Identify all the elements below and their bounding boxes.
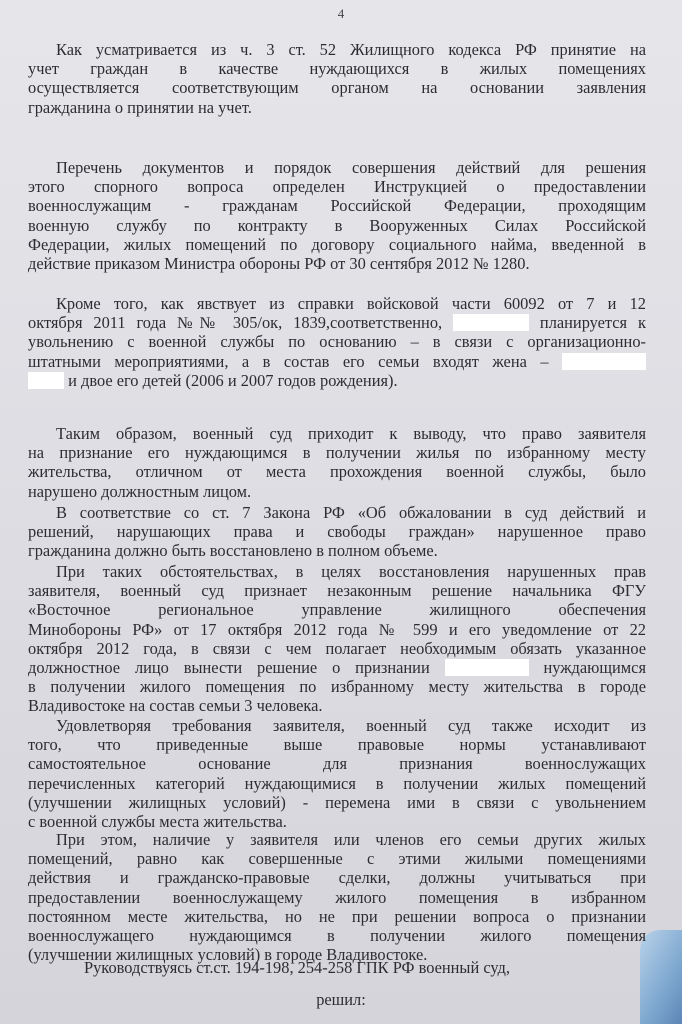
paragraph-4 bbox=[28, 424, 646, 501]
text-line: нарушено должностным лицом. bbox=[28, 481, 252, 501]
redaction-box bbox=[445, 659, 529, 676]
text-line: Как усматривается из ч. 3 ст. 52 Жилищного кодекса РФ принятие на bbox=[56, 40, 646, 59]
text-line: При таких обстоятельствах, в целях восстановления нарушенных прав bbox=[56, 562, 646, 581]
text-line: Федерации, жилых помещений по договору социального найма, введенной в bbox=[28, 234, 646, 254]
text-line: Таким образом, военный суд приходит к выводу, что право заявителя bbox=[56, 424, 646, 443]
paragraph-3 bbox=[28, 294, 646, 390]
decision-heading: решил: bbox=[316, 990, 366, 1009]
page-number: 4 bbox=[337, 6, 345, 21]
text-line: помещений, равно как совершенные с этими жилыми помещениями bbox=[28, 849, 646, 869]
redaction-box bbox=[28, 372, 64, 389]
text-line: гражданина о принятии на учет. bbox=[28, 97, 252, 117]
text-fragment: нуждающимся bbox=[543, 658, 646, 678]
text-line: Владивостоке на состав семьи 3 человека. bbox=[28, 696, 323, 716]
text-line: (улучшении жилищных условий) - перемена ими в связи с увольнением bbox=[28, 792, 646, 812]
text-line: постоянном месте жительства, но не при решении вопроса о признании bbox=[28, 906, 646, 926]
text-line: с военной службы места жительства. bbox=[28, 812, 287, 832]
text-fragment: и двое его детей (2006 и 2007 годов рождения). bbox=[68, 370, 398, 390]
text-line: самостоятельное основание для признания военнослужащих bbox=[28, 754, 646, 774]
text-line: гражданина должно быть восстановлено в полном объеме. bbox=[28, 541, 438, 561]
paragraph-8 bbox=[28, 830, 646, 964]
text-line: При этом, наличие у заявителя или членов его семьи других жилых bbox=[56, 830, 646, 849]
text-line bbox=[28, 371, 646, 390]
text-line: «Восточное региональное управление жилищного обеспечения bbox=[28, 600, 646, 620]
text-line: того, что приведенные выше правовые нормы устанавливают bbox=[28, 735, 646, 755]
text-line: жительства, отличном от места прохождения военной службы, было bbox=[28, 462, 646, 482]
text-line: действия и гражданско-правовые сделки, должны учитываться при bbox=[28, 868, 646, 888]
redaction-box bbox=[562, 353, 646, 370]
text-line: октября 2012 года, в связи с чем полагает необходимым обязать указанное bbox=[28, 638, 646, 658]
text-line: заявителя, военный суд признает незаконным решение начальника ФГУ bbox=[28, 581, 646, 601]
text-line: перечисленных категорий нуждающимися в получении жилых помещений bbox=[28, 773, 646, 793]
paragraph-5 bbox=[28, 503, 646, 561]
text-line: Кроме того, как явствует из справки войсковой части 60092 от 7 и 12 bbox=[56, 294, 646, 313]
text-line: военную службу по контракту в Вооруженных Силах Российской bbox=[28, 215, 646, 235]
text-fragment: планируется к bbox=[539, 313, 646, 333]
text-line: увольнению с военной службы по основанию – в связи с организационно- bbox=[28, 332, 646, 352]
text-line: на признание его нуждающимся в получении жилья по избранному месту bbox=[28, 443, 646, 463]
text-line bbox=[28, 313, 646, 332]
text-line: Минобороны РФ» от 17 октября 2012 года № 599 и его уведомление от 22 bbox=[28, 619, 646, 639]
text-line bbox=[28, 658, 646, 677]
text-line: В соответствие со ст. 7 Закона РФ «Об обжаловании в суд действий и bbox=[56, 503, 646, 522]
text-line bbox=[28, 352, 646, 371]
text-line: осуществляется соответствующим органом на основании заявления bbox=[28, 78, 646, 98]
paragraph-1 bbox=[28, 40, 646, 117]
text-line: учет граждан в качестве нуждающихся в жилых помещениях bbox=[28, 59, 646, 79]
paragraph-6 bbox=[28, 562, 646, 716]
text-line: (улучшении жилищных условий) в городе Владивостоке. bbox=[28, 945, 428, 965]
redaction-box bbox=[453, 314, 529, 331]
text-line: Руководствуясь ст.ст. 194-198, 254-258 ГПК РФ военный суд, bbox=[84, 958, 510, 977]
text-fragment: должностное лицо вынести решение о признании bbox=[28, 658, 430, 678]
text-fragment: октября 2011 года №№ 305/ок, 1839,соответственно, bbox=[28, 313, 443, 333]
text-line: военнослужащего нуждающимся в получении жилого помещения bbox=[28, 926, 646, 946]
text-line: действие приказом Министра обороны РФ от 30 сентября 2012 № 1280. bbox=[28, 254, 530, 274]
text-line: в получении жилого помещения по избранному месту жительства в городе bbox=[28, 677, 646, 697]
text-fragment: штатными мероприятиями, а в состав его семьи входят жена – bbox=[28, 351, 549, 371]
paragraph-2 bbox=[28, 158, 646, 273]
paragraph-9 bbox=[28, 958, 646, 977]
text-line: Перечень документов и порядок совершения действий для решения bbox=[56, 158, 646, 177]
text-line: решений, нарушающих права и свободы граждан» нарушенное право bbox=[28, 522, 646, 542]
text-line: предоставлении военнослужащему жилого помещения в избранном bbox=[28, 887, 646, 907]
text-line: Удовлетворяя требования заявителя, военный суд также исходит из bbox=[56, 716, 646, 735]
text-line: этого спорного вопроса определен Инструкцией о предоставлении bbox=[28, 177, 646, 197]
paragraph-7 bbox=[28, 716, 646, 831]
text-line: военнослужащим - гражданам Российской Федерации, проходящим bbox=[28, 196, 646, 216]
